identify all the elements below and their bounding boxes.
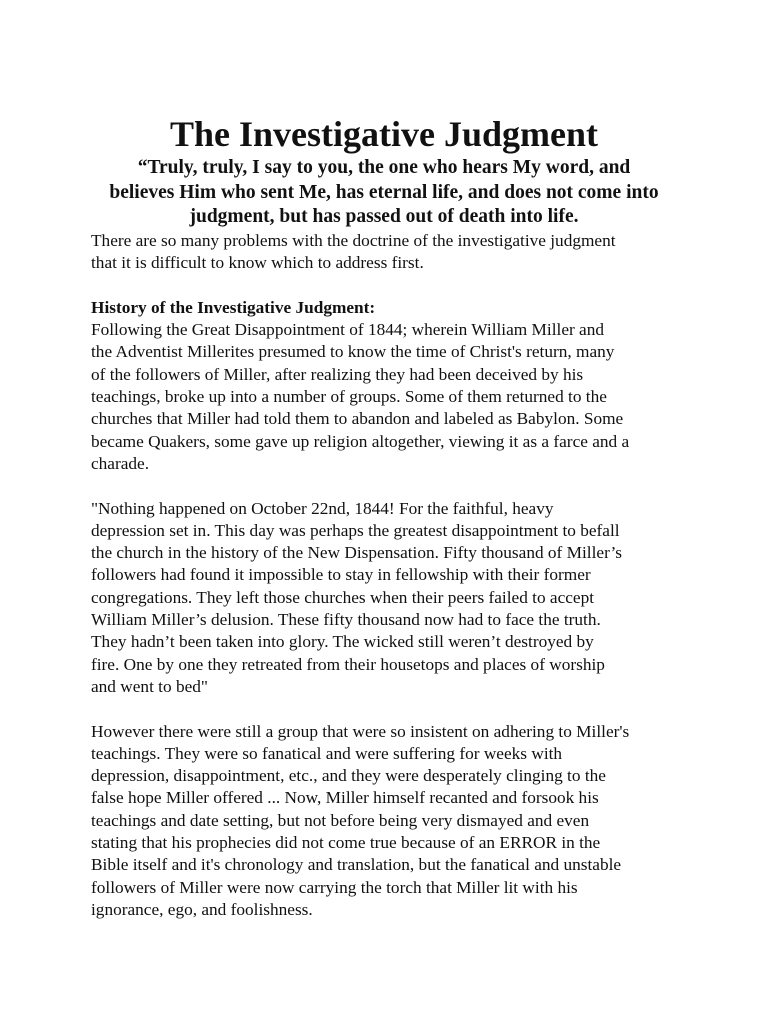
text-line: fire. One by one they retreated from their housetops and places of worship bbox=[91, 654, 605, 674]
history-section bbox=[91, 297, 691, 475]
intro-paragraph bbox=[91, 230, 691, 275]
text-line: the Adventist Millerites presumed to know the time of Christ's return, many bbox=[91, 342, 615, 362]
text-line: ignorance, ego, and foolishness. bbox=[91, 899, 313, 919]
text-line: and went to bed" bbox=[91, 676, 208, 696]
text-line: Following the Great Disappointment of 1844; wherein William Miller and bbox=[91, 320, 605, 340]
text-line: teachings. They were so fanatical and were suffering for weeks with bbox=[91, 743, 563, 763]
document-body bbox=[91, 230, 691, 944]
quotation-paragraph bbox=[91, 498, 691, 699]
text-line: There are so many problems with the doctrine of the investigative judgment bbox=[91, 231, 616, 250]
epigraph-line: “Truly, truly, I say to you, the one who hears My word, and bbox=[137, 157, 631, 178]
text-line: of the followers of Miller, after realizing they had been deceived by his bbox=[91, 364, 584, 384]
text-line: false hope Miller offered ... Now, Miller himself recanted and forsook his bbox=[91, 788, 599, 808]
epigraph-line: believes Him who sent Me, has eternal life, and does not come into bbox=[109, 181, 659, 203]
text-line: followers of Miller were now carrying the torch that Miller lit with his bbox=[91, 877, 578, 897]
closing-paragraph bbox=[91, 721, 691, 922]
document-title: The Investigative Judgment bbox=[169, 114, 598, 154]
text-line: stating that his prophecies did not come true because of an ERROR in the bbox=[91, 833, 601, 853]
text-line: churches that Miller had told them to abandon and labeled as Babylon. Some bbox=[91, 409, 624, 429]
section-heading: History of the Investigative Judgment: bbox=[91, 297, 376, 317]
text-line: the church in the history of the New Dispensation. Fifty thousand of Miller’s bbox=[91, 543, 622, 563]
text-line: teachings and date setting, but not before being very dismayed and even bbox=[91, 810, 590, 830]
text-line: They hadn’t been taken into glory. The wicked still weren’t destroyed by bbox=[91, 632, 594, 652]
text-line: William Miller’s delusion. These fifty thousand now had to face the truth. bbox=[91, 610, 601, 630]
text-line: that it is difficult to know which to address first. bbox=[91, 253, 424, 273]
text-line: "Nothing happened on October 22nd, 1844! For the faithful, heavy bbox=[91, 498, 554, 518]
epigraph-line: judgment, but has passed out of death into life. bbox=[189, 206, 579, 227]
text-line: depression set in. This day was perhaps the greatest disappointment to befall bbox=[91, 520, 620, 540]
text-line: Bible itself and it's chronology and translation, but the fanatical and unstable bbox=[91, 855, 622, 875]
text-line: congregations. They left those churches when their peers failed to accept bbox=[91, 587, 595, 607]
text-line: teachings, broke up into a number of groups. Some of them returned to the bbox=[91, 387, 607, 407]
epigraph-quote bbox=[84, 156, 684, 230]
text-line: charade. bbox=[91, 453, 150, 473]
text-line: However there were still a group that were so insistent on adhering to Miller's bbox=[91, 721, 630, 741]
text-line: became Quakers, some gave up religion altogether, viewing it as a farce and a bbox=[91, 431, 630, 451]
text-line: depression, disappointment, etc., and they were desperately clinging to the bbox=[91, 766, 606, 786]
text-line: followers had found it impossible to stay in fellowship with their former bbox=[91, 565, 591, 585]
